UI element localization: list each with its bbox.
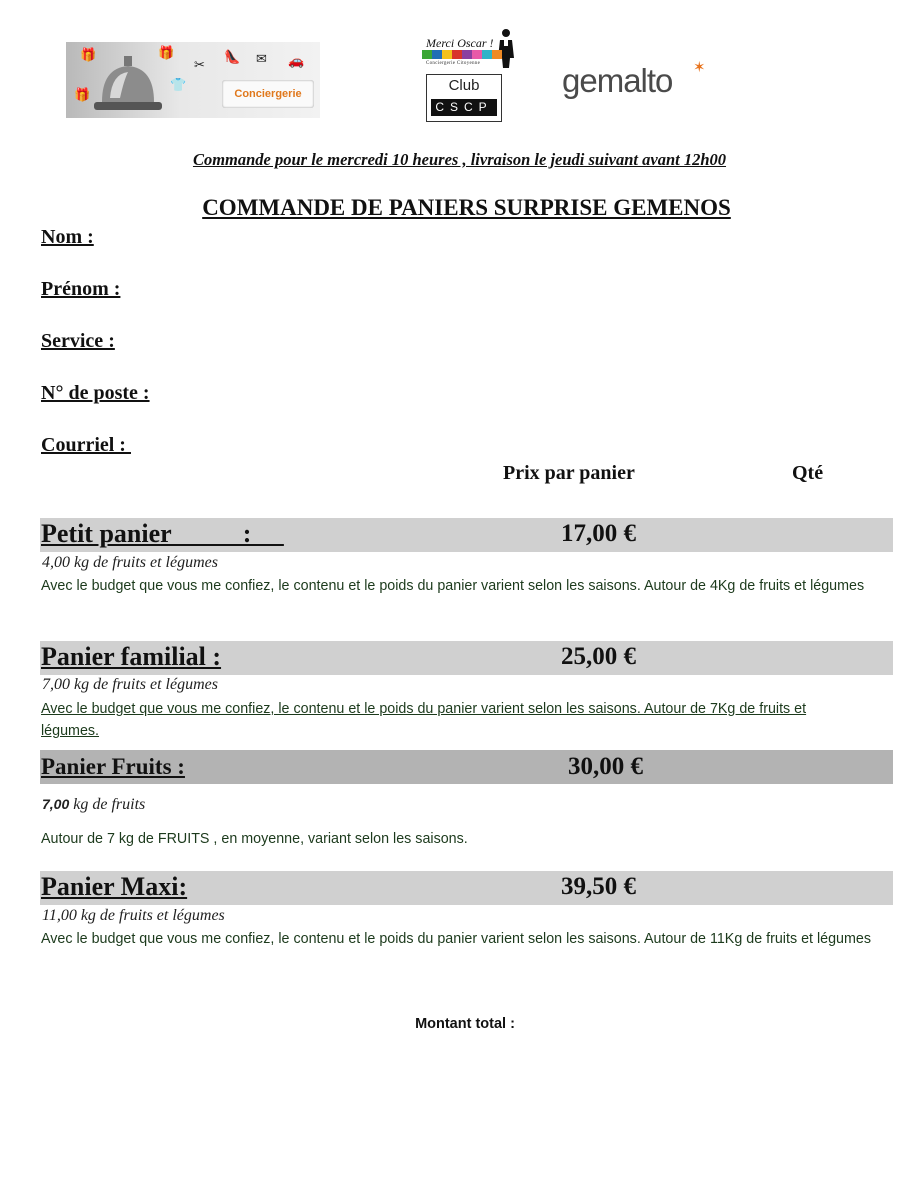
conciergerie-label: Conciergerie xyxy=(222,80,314,108)
product-description: Avec le budget que vous me confiez, le contenu et le poids du panier varient selon les saisons. Autour de 11Kg de fruits et légumes xyxy=(41,931,872,947)
color-swatch xyxy=(442,50,452,59)
color-swatch xyxy=(482,50,492,59)
product-description: Avec le budget que vous me confiez, le contenu et le poids du panier varient selon les saisons. Autour de 4Kg de fruits et légumes xyxy=(41,578,865,594)
product-price: 25,00 € xyxy=(561,643,636,670)
oscar-subtitle: Conciergerie Citoyenne xyxy=(426,61,481,66)
column-price: Prix par panier xyxy=(503,462,635,484)
product-name: Panier Maxi: xyxy=(41,872,188,901)
product-name: Petit panier : xyxy=(41,519,284,548)
car-icon: 🚗 xyxy=(288,54,305,69)
club-cscp-logo xyxy=(426,74,502,122)
color-swatch xyxy=(462,50,472,59)
field-poste: N° de poste : xyxy=(41,382,150,404)
field-nom: Nom : xyxy=(41,226,94,248)
merci-oscar-logo xyxy=(422,28,514,122)
product-weight xyxy=(42,796,145,814)
gift-icon: 🎁 xyxy=(74,88,91,103)
product-description: Autour de 7 kg de FRUITS , en moyenne, variant selon les saisons. xyxy=(41,831,468,847)
product-price: 17,00 € xyxy=(561,520,636,547)
bell-icon xyxy=(94,54,164,114)
butler-icon xyxy=(496,28,516,68)
gemalto-wordmark: gemalto xyxy=(562,62,673,99)
product-price: 30,00 € xyxy=(568,753,643,780)
envelope-icon: ✉ xyxy=(256,52,267,67)
product-name: Panier familial : xyxy=(41,642,222,671)
field-service: Service : xyxy=(41,330,115,352)
product-weight: 4,00 kg de fruits et légumes xyxy=(42,554,218,571)
page-title: COMMANDE DE PANIERS SURPRISE GEMENOS xyxy=(202,195,731,220)
oscar-title: Merci Oscar ! xyxy=(426,36,494,50)
color-swatch xyxy=(422,50,432,59)
color-swatch xyxy=(472,50,482,59)
column-qty: Qté xyxy=(792,462,824,484)
scissors-icon: ✂ xyxy=(194,58,205,73)
total-label: Montant total : xyxy=(415,1016,515,1032)
color-strip xyxy=(422,50,502,59)
product-description: Avec le budget que vous me confiez, le contenu et le poids du panier varient selon les saisons. Autour de 7Kg de fruits et légumes. xyxy=(41,701,807,739)
delivery-notice: Commande pour le mercredi 10 heures , livraison le jeudi suivant avant 12h00 xyxy=(192,150,727,169)
color-swatch xyxy=(452,50,462,59)
shoe-icon: 👠 xyxy=(224,50,241,65)
conciergerie-logo xyxy=(66,42,320,118)
product-price: 39,50 € xyxy=(561,873,636,900)
gemalto-logo xyxy=(562,58,706,100)
color-swatch xyxy=(432,50,442,59)
club-letters: CSCP xyxy=(431,99,497,116)
product-name: Panier Fruits : xyxy=(41,754,185,779)
gift-icon: 🎁 xyxy=(80,48,97,63)
club-word: Club xyxy=(448,77,480,94)
product-weight: 11,00 kg de fruits et légumes xyxy=(42,907,225,924)
star-icon: ✶ xyxy=(693,58,706,76)
weight-unit: kg de fruits xyxy=(69,796,146,813)
shirt-icon: 👕 xyxy=(170,78,187,93)
product-weight: 7,00 kg de fruits et légumes xyxy=(42,676,218,693)
color-swatch xyxy=(492,50,502,59)
field-courriel: Courriel : xyxy=(41,434,131,456)
weight-number: 7,00 xyxy=(42,796,70,812)
gift-icon: 🎁 xyxy=(158,46,175,61)
field-prenom: Prénom : xyxy=(41,278,121,300)
